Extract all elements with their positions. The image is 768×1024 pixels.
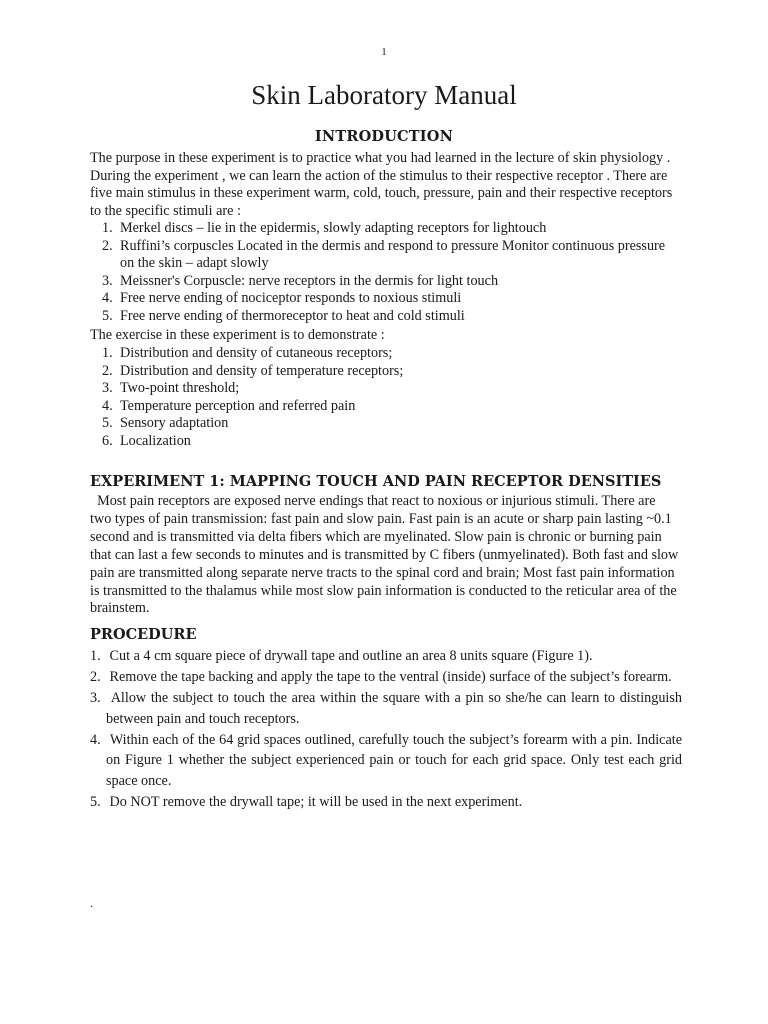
- introduction-paragraph: The purpose in these experiment is to practice what you had learned in the lecture of skin physiology . During the experiment , we can learn the action of the stimulus to their respective receptor . There are five main stimulus in these experiment warm, cold, touch, pressure, pain and their respective receptors to the specific stimuli are :: [90, 150, 673, 219]
- introduction-heading: INTRODUCTION: [314, 128, 454, 145]
- experiment1-paragraph: Most pain receptors are exposed nerve endings that react to noxious or injurious stimuli. There are two types of pain transmission: fast pain and slow pain. Fast pain is an acute or sharp pain lasting ~0.1 second and is transmitted via delta fibers which are myelinated. Slow pain is chronic or burning pain that can last a few seconds to minutes and is transmitted by C fibers (unmyelinated). Both fast and slow pain are transmitted along separate nerve tracts to the spinal cord and brain; Most fast pain information is transmitted to the thalamus while most slow pain information is conducted to the reticular area of the brainstem.: [90, 493, 682, 617]
- list-item: 1. Distribution and density of cutaneous receptors;: [102, 345, 393, 361]
- receptor-list: [90, 220, 680, 325]
- trailing-mark: .: [90, 896, 93, 910]
- exercise-list: [90, 345, 680, 450]
- list-item: 5. Do NOT remove the drywall tape; it will be used in the next experiment.: [90, 793, 523, 810]
- list-item: 1. Merkel discs – lie in the epidermis, slowly adapting receptors for lightouch: [102, 220, 547, 236]
- list-item: 5. Free nerve ending of thermoreceptor to heat and cold stimuli: [102, 307, 465, 324]
- list-item: 4. Within each of the 64 grid spaces outlined, carefully touch the subject’s forearm with a pin. Indicate on Figure 1 whether the subject experienced pain or touch for each grid space. Only test each grid space once.: [90, 731, 686, 789]
- page-number: 1: [381, 46, 387, 58]
- list-item: 2. Ruffini’s corpuscles Located in the dermis and respond to pressure Monitor continuous pressure on the skin – adapt slowly: [102, 237, 666, 271]
- list-item: 5. Sensory adaptation: [102, 415, 229, 431]
- list-item: 3. Allow the subject to touch the area within the square with a pin so she/he can learn to distinguish between pain and touch receptors.: [90, 690, 686, 727]
- list-item: 4. Free nerve ending of nociceptor responds to noxious stimuli: [102, 290, 462, 306]
- list-item: 2. Remove the tape backing and apply the tape to the ventral (inside) surface of the subject’s forearm.: [90, 669, 672, 685]
- procedure-heading: PROCEDURE: [90, 626, 197, 643]
- list-item: 3. Two-point threshold;: [102, 380, 240, 396]
- list-item: 1. Cut a 4 cm square piece of drywall tape and outline an area 8 units square (Figure 1).: [90, 648, 593, 664]
- exercise-intro: The exercise in these experiment is to demonstrate :: [90, 327, 385, 343]
- list-item: 3. Meissner's Corpuscle: nerve receptors in the dermis for light touch: [102, 272, 499, 289]
- experiment1-heading: EXPERIMENT 1: MAPPING TOUCH AND PAIN RECEPTOR DENSITIES: [90, 473, 662, 490]
- list-item: 4. Temperature perception and referred pain: [102, 397, 356, 414]
- list-item: 6. Localization: [102, 432, 191, 449]
- list-item: 2. Distribution and density of temperature receptors;: [102, 362, 404, 379]
- document-title: Skin Laboratory Manual: [251, 80, 517, 110]
- procedure-steps: [90, 646, 686, 813]
